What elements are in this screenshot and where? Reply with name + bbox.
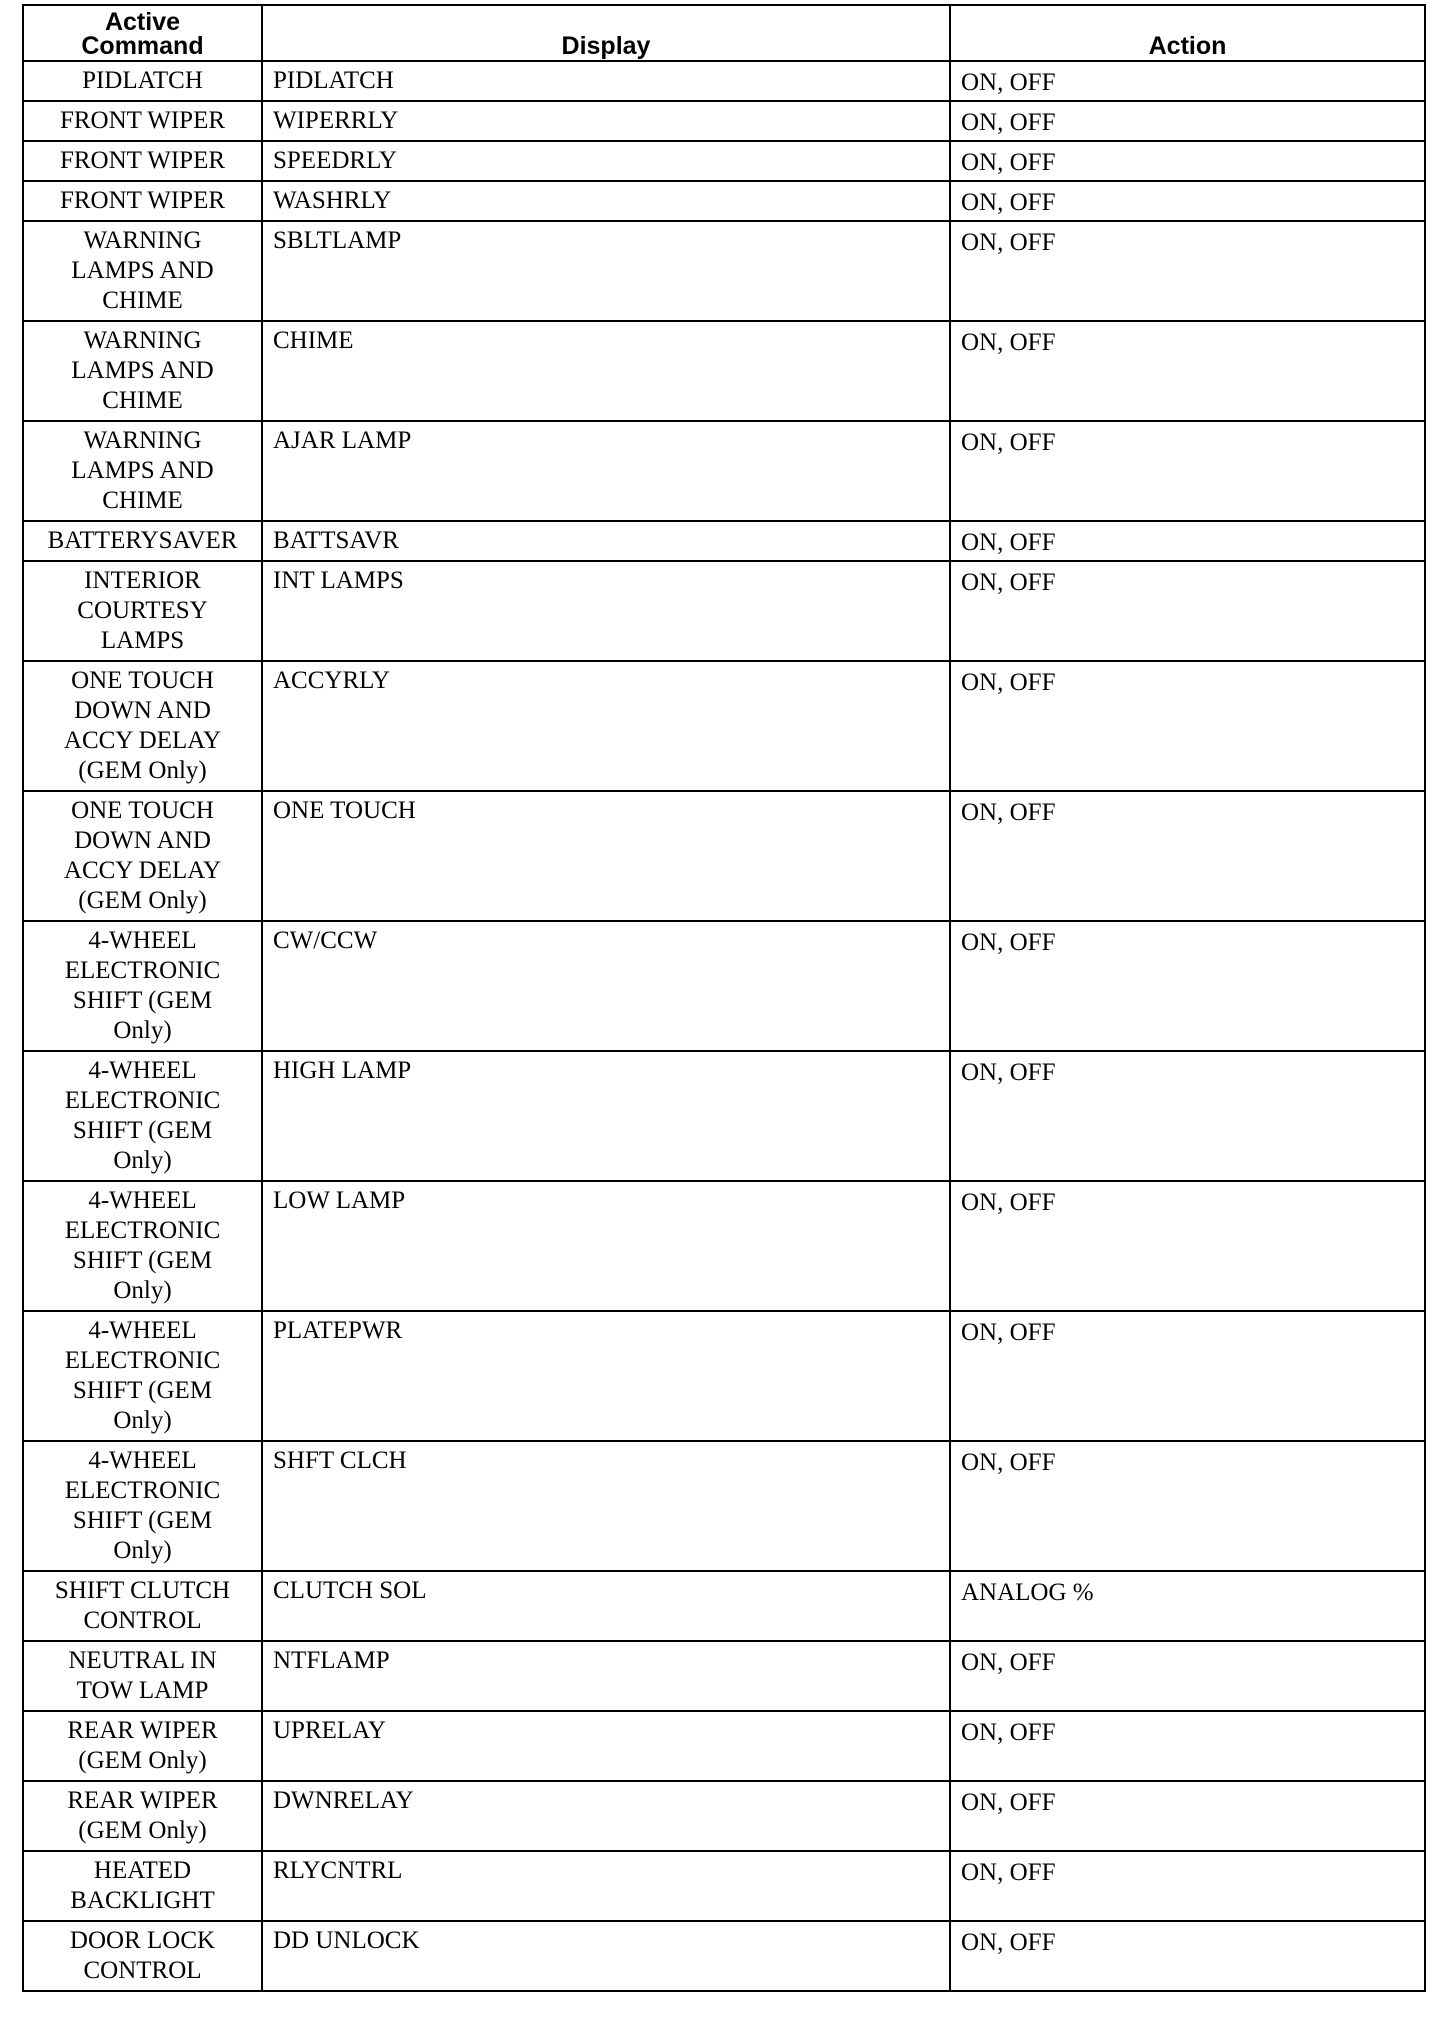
cell-action: ON, OFF bbox=[950, 421, 1425, 521]
command-line: (GEM Only) bbox=[78, 1747, 207, 1774]
command-line: LAMPS AND bbox=[71, 357, 214, 384]
table-row bbox=[23, 1571, 1425, 1641]
cell-action: ON, OFF bbox=[950, 1441, 1425, 1571]
command-line: SHIFT (GEM bbox=[72, 987, 213, 1014]
cell-active-command bbox=[23, 1641, 262, 1711]
cell-display: CLUTCH SOL bbox=[262, 1571, 950, 1641]
command-line: ONE TOUCH bbox=[71, 667, 214, 694]
header-active-command bbox=[23, 5, 262, 61]
command-line: FRONT WIPER bbox=[59, 107, 226, 134]
command-line: 4-WHEEL bbox=[88, 1057, 197, 1084]
cell-active-command bbox=[23, 101, 262, 141]
command-line: ACCY DELAY bbox=[63, 857, 222, 884]
cell-active-command bbox=[23, 421, 262, 521]
cell-active-command bbox=[23, 1311, 262, 1441]
table-row bbox=[23, 221, 1425, 321]
cell-active-command bbox=[23, 661, 262, 791]
command-line: LAMPS AND bbox=[71, 257, 214, 284]
command-line: CHIME bbox=[102, 387, 183, 414]
command-line: (GEM Only) bbox=[78, 757, 207, 784]
cell-display: HIGH LAMP bbox=[262, 1051, 950, 1181]
cell-display: SHFT CLCH bbox=[262, 1441, 950, 1571]
table-row bbox=[23, 1851, 1425, 1921]
command-line: 4-WHEEL bbox=[88, 927, 197, 954]
cell-active-command bbox=[23, 791, 262, 921]
command-line: CHIME bbox=[102, 487, 183, 514]
command-line: DOOR LOCK bbox=[69, 1927, 216, 1954]
table-row bbox=[23, 1921, 1425, 1991]
table-row bbox=[23, 141, 1425, 181]
table-row bbox=[23, 921, 1425, 1051]
header-action: Action bbox=[950, 5, 1425, 61]
table-row bbox=[23, 1181, 1425, 1311]
table-row bbox=[23, 181, 1425, 221]
cell-action: ON, OFF bbox=[950, 141, 1425, 181]
cell-action: ON, OFF bbox=[950, 521, 1425, 561]
cell-display: UPRELAY bbox=[262, 1711, 950, 1781]
cell-display: INT LAMPS bbox=[262, 561, 950, 661]
cell-action: ON, OFF bbox=[950, 1311, 1425, 1441]
command-line: ACCY DELAY bbox=[63, 727, 222, 754]
cell-action: ON, OFF bbox=[950, 101, 1425, 141]
cell-active-command bbox=[23, 521, 262, 561]
command-line: FRONT WIPER bbox=[59, 187, 226, 214]
cell-display: RLYCNTRL bbox=[262, 1851, 950, 1921]
cell-active-command bbox=[23, 561, 262, 661]
command-line: CHIME bbox=[102, 287, 183, 314]
command-line: SHIFT (GEM bbox=[72, 1247, 213, 1274]
cell-active-command bbox=[23, 1571, 262, 1641]
command-line: ELECTRONIC bbox=[64, 1087, 221, 1114]
command-line: SHIFT (GEM bbox=[72, 1377, 213, 1404]
command-line: BACKLIGHT bbox=[70, 1887, 215, 1914]
command-line: REAR WIPER bbox=[67, 1717, 218, 1744]
cell-display: WIPERRLY bbox=[262, 101, 950, 141]
table-header-row bbox=[23, 5, 1425, 61]
command-line: Only) bbox=[113, 1537, 172, 1564]
cell-display: ONE TOUCH bbox=[262, 791, 950, 921]
cell-action: ON, OFF bbox=[950, 1851, 1425, 1921]
cell-display: LOW LAMP bbox=[262, 1181, 950, 1311]
cell-active-command bbox=[23, 1181, 262, 1311]
cell-action: ON, OFF bbox=[950, 181, 1425, 221]
header-command-line1: Active bbox=[104, 8, 181, 36]
command-line: REAR WIPER bbox=[67, 1787, 218, 1814]
cell-action: ON, OFF bbox=[950, 661, 1425, 791]
active-command-table bbox=[22, 4, 1426, 1992]
cell-display: PLATEPWR bbox=[262, 1311, 950, 1441]
cell-action: ON, OFF bbox=[950, 61, 1425, 101]
cell-display: DD UNLOCK bbox=[262, 1921, 950, 1991]
cell-display: CW/CCW bbox=[262, 921, 950, 1051]
command-line: 4-WHEEL bbox=[88, 1447, 197, 1474]
command-line: FRONT WIPER bbox=[59, 147, 226, 174]
cell-action: ON, OFF bbox=[950, 1711, 1425, 1781]
command-line: NEUTRAL IN bbox=[68, 1647, 217, 1674]
command-line: ELECTRONIC bbox=[64, 1217, 221, 1244]
table-row bbox=[23, 1441, 1425, 1571]
command-line: COURTESY bbox=[77, 597, 208, 624]
cell-display: CHIME bbox=[262, 321, 950, 421]
document-page bbox=[22, 4, 1424, 1992]
cell-action: ON, OFF bbox=[950, 221, 1425, 321]
table-row bbox=[23, 1311, 1425, 1441]
table-row bbox=[23, 561, 1425, 661]
command-line: WARNING bbox=[83, 327, 202, 354]
command-line: DOWN AND bbox=[74, 697, 211, 724]
cell-active-command bbox=[23, 1781, 262, 1851]
cell-action: ON, OFF bbox=[950, 1051, 1425, 1181]
table-row bbox=[23, 1781, 1425, 1851]
command-line: Only) bbox=[113, 1017, 172, 1044]
cell-action: ON, OFF bbox=[950, 321, 1425, 421]
command-line: SHIFT (GEM bbox=[72, 1507, 213, 1534]
cell-display: NTFLAMP bbox=[262, 1641, 950, 1711]
cell-active-command bbox=[23, 321, 262, 421]
command-line: WARNING bbox=[83, 227, 202, 254]
cell-active-command bbox=[23, 921, 262, 1051]
cell-action: ON, OFF bbox=[950, 1181, 1425, 1311]
command-line: HEATED bbox=[93, 1857, 192, 1884]
cell-display: WASHRLY bbox=[262, 181, 950, 221]
command-line: ONE TOUCH bbox=[71, 797, 214, 824]
table-row bbox=[23, 661, 1425, 791]
cell-display: SBLTLAMP bbox=[262, 221, 950, 321]
command-line: INTERIOR bbox=[84, 567, 201, 594]
header-display: Display bbox=[262, 5, 950, 61]
command-line: (GEM Only) bbox=[78, 1817, 207, 1844]
cell-active-command bbox=[23, 1441, 262, 1571]
cell-display: PIDLATCH bbox=[262, 61, 950, 101]
cell-active-command bbox=[23, 1921, 262, 1991]
cell-action: ON, OFF bbox=[950, 791, 1425, 921]
command-line: ELECTRONIC bbox=[64, 957, 221, 984]
cell-active-command bbox=[23, 181, 262, 221]
table-row bbox=[23, 1711, 1425, 1781]
cell-display: ACCYRLY bbox=[262, 661, 950, 791]
cell-action: ON, OFF bbox=[950, 1781, 1425, 1851]
cell-action: ON, OFF bbox=[950, 1641, 1425, 1711]
command-line: LAMPS AND bbox=[71, 457, 214, 484]
command-line: Only) bbox=[113, 1147, 172, 1174]
command-line: SHIFT CLUTCH bbox=[54, 1577, 231, 1604]
table-row bbox=[23, 521, 1425, 561]
command-line: 4-WHEEL bbox=[88, 1187, 197, 1214]
cell-display: BATTSAVR bbox=[262, 521, 950, 561]
command-line: Only) bbox=[113, 1407, 172, 1434]
cell-action: ON, OFF bbox=[950, 1921, 1425, 1991]
table-row bbox=[23, 791, 1425, 921]
command-line: (GEM Only) bbox=[78, 887, 207, 914]
table-row bbox=[23, 1051, 1425, 1181]
cell-active-command bbox=[23, 61, 262, 101]
command-line: ELECTRONIC bbox=[64, 1477, 221, 1504]
cell-display: AJAR LAMP bbox=[262, 421, 950, 521]
header-command-line2: Command bbox=[81, 32, 204, 60]
command-line: CONTROL bbox=[83, 1957, 202, 1984]
command-line: LAMPS bbox=[100, 627, 185, 654]
command-line: TOW LAMP bbox=[76, 1677, 209, 1704]
command-line: WARNING bbox=[83, 427, 202, 454]
table-row bbox=[23, 1641, 1425, 1711]
command-line: BATTERYSAVER bbox=[47, 527, 238, 554]
cell-action: ANALOG % bbox=[950, 1571, 1425, 1641]
table-row bbox=[23, 421, 1425, 521]
table-row bbox=[23, 101, 1425, 141]
cell-active-command bbox=[23, 221, 262, 321]
command-line: SHIFT (GEM bbox=[72, 1117, 213, 1144]
command-line: DOWN AND bbox=[74, 827, 211, 854]
cell-action: ON, OFF bbox=[950, 921, 1425, 1051]
table-row bbox=[23, 61, 1425, 101]
table-body bbox=[23, 61, 1425, 1991]
cell-action: ON, OFF bbox=[950, 561, 1425, 661]
command-line: 4-WHEEL bbox=[88, 1317, 197, 1344]
cell-display: SPEEDRLY bbox=[262, 141, 950, 181]
cell-active-command bbox=[23, 1711, 262, 1781]
command-line: PIDLATCH bbox=[82, 67, 203, 94]
cell-active-command bbox=[23, 141, 262, 181]
table-row bbox=[23, 321, 1425, 421]
cell-display: DWNRELAY bbox=[262, 1781, 950, 1851]
command-line: CONTROL bbox=[83, 1607, 202, 1634]
cell-active-command bbox=[23, 1851, 262, 1921]
cell-active-command bbox=[23, 1051, 262, 1181]
command-line: ELECTRONIC bbox=[64, 1347, 221, 1374]
command-line: Only) bbox=[113, 1277, 172, 1304]
